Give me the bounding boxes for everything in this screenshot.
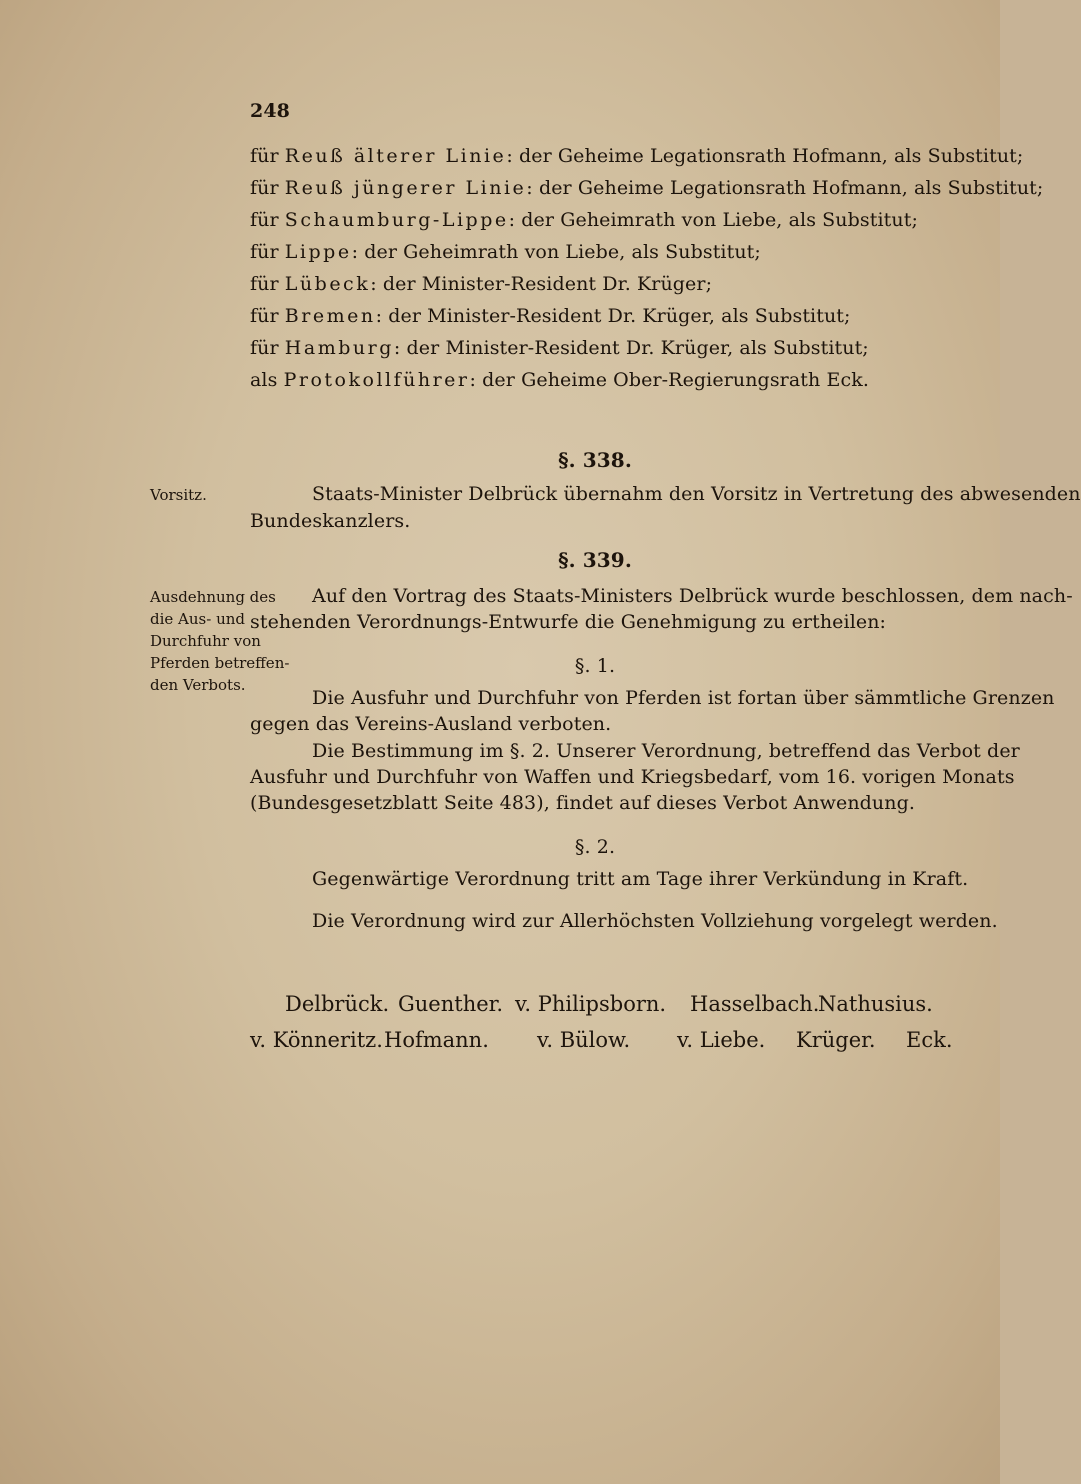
section-heading-339: §. 339. [558,548,632,572]
signature: Hasselbach. [690,992,820,1016]
delegate-person: der Minister-Resident Dr. Krüger, als Substitut; [406,337,869,359]
margin-note-line: Ausdehnung des [150,588,276,606]
signature: v. Liebe. [677,1028,766,1052]
delegate-line: für Hamburg: der Minister-Resident Dr. Krüger, als Substitut; [250,337,869,359]
signature: Nathusius. [818,992,933,1016]
margin-note-line: Durchfuhr von [150,632,261,650]
signature: Delbrück. [285,992,390,1016]
signature: Guenther. [398,992,504,1016]
section-heading-338: §. 338. [558,448,632,472]
signature: v. Philipsborn. [515,992,667,1016]
section-339-intro-2: stehenden Verordnungs-Entwurfe die Genehmigung zu ertheilen: [250,611,887,633]
page-number: 248 [250,100,290,122]
delegate-line: für Reuß älterer Linie: der Geheime Legationsrath Hofmann, als Substitut; [250,145,1024,167]
protocol-prefix: als [250,369,278,391]
signature: v. Bülow. [537,1028,631,1052]
paragraph-heading-1: §. 1. [574,655,616,677]
delegate-person: der Minister-Resident Dr. Krüger, als Substitut; [388,305,851,327]
delegate-state: Schaumburg-Lippe [284,209,509,231]
delegate-state: Lippe [284,241,352,263]
paragraph-1b-line-2: Ausfuhr und Durchfuhr von Waffen und Kriegsbedarf, vom 16. vorigen Monats [250,766,1015,788]
delegate-person: der Minister-Resident Dr. Krüger; [382,273,713,295]
delegate-person: der Geheime Legationsrath Hofmann, als Substitut; [538,177,1044,199]
signature: Krüger. [796,1028,876,1052]
delegate-person: der Geheime Legationsrath Hofmann, als Substitut; [518,145,1024,167]
signature: Eck. [906,1028,953,1052]
margin-note-line: die Aus- und [150,610,245,628]
delegate-state: Bremen [284,305,376,327]
closing-line: Die Verordnung wird zur Allerhöchsten Vollziehung vorgelegt werden. [312,910,998,932]
delegate-state: Reuß älterer Linie [284,145,507,167]
paragraph-1b-line-1: Die Bestimmung im §. 2. Unserer Verordnung, betreffend das Verbot der [312,740,1020,762]
paragraph-heading-2: §. 2. [574,836,616,858]
margin-note-line: Pferden betreffen- [150,654,290,672]
section-338-line-1: Staats-Minister Delbrück übernahm den Vorsitz in Vertretung des abwesenden [312,483,1081,505]
paragraph-1-line-2: gegen das Vereins-Ausland verboten. [250,713,612,735]
delegate-line: für Bremen: der Minister-Resident Dr. Krüger, als Substitut; [250,305,851,327]
delegate-person: der Geheimrath von Liebe, als Substitut; [521,209,918,231]
delegate-state: Hamburg [284,337,394,359]
section-338-line-2: Bundeskanzlers. [250,510,411,532]
delegate-state: Reuß jüngerer Linie [284,177,527,199]
protocol-line: als Protokollführer: der Geheime Ober-Regierungsrath Eck. [250,369,869,391]
protocol-role: Protokollführer [283,369,470,391]
delegate-line: für Reuß jüngerer Linie: der Geheime Legationsrath Hofmann, als Substitut; [250,177,1044,199]
paragraph-2-line-1: Gegenwärtige Verordnung tritt am Tage ihrer Verkündung in Kraft. [312,868,969,890]
paragraph-1b-line-3: (Bundesgesetzblatt Seite 483), findet auf dieses Verbot Anwendung. [250,792,915,814]
margin-note-vorsitz: Vorsitz. [150,486,207,504]
signature: Hofmann. [384,1028,489,1052]
margin-note-line: den Verbots. [150,676,246,694]
protocol-person: der Geheime Ober-Regierungsrath Eck. [482,369,869,391]
paragraph-1-line-1: Die Ausfuhr und Durchfuhr von Pferden ist fortan über sämmtliche Grenzen [312,687,1055,709]
signature: v. Könneritz. [250,1028,383,1052]
margin-note-ausdehnung [150,586,289,696]
section-339-intro-1: Auf den Vortrag des Staats-Ministers Delbrück wurde beschlossen, dem nach- [312,585,1073,607]
delegate-line: für Schaumburg-Lippe: der Geheimrath von Liebe, als Substitut; [250,209,918,231]
delegate-line: für Lübeck: der Minister-Resident Dr. Krüger; [250,273,713,295]
delegate-line: für Lippe: der Geheimrath von Liebe, als Substitut; [250,241,761,263]
delegate-person: der Geheimrath von Liebe, als Substitut; [364,241,761,263]
delegate-state: Lübeck [284,273,371,295]
